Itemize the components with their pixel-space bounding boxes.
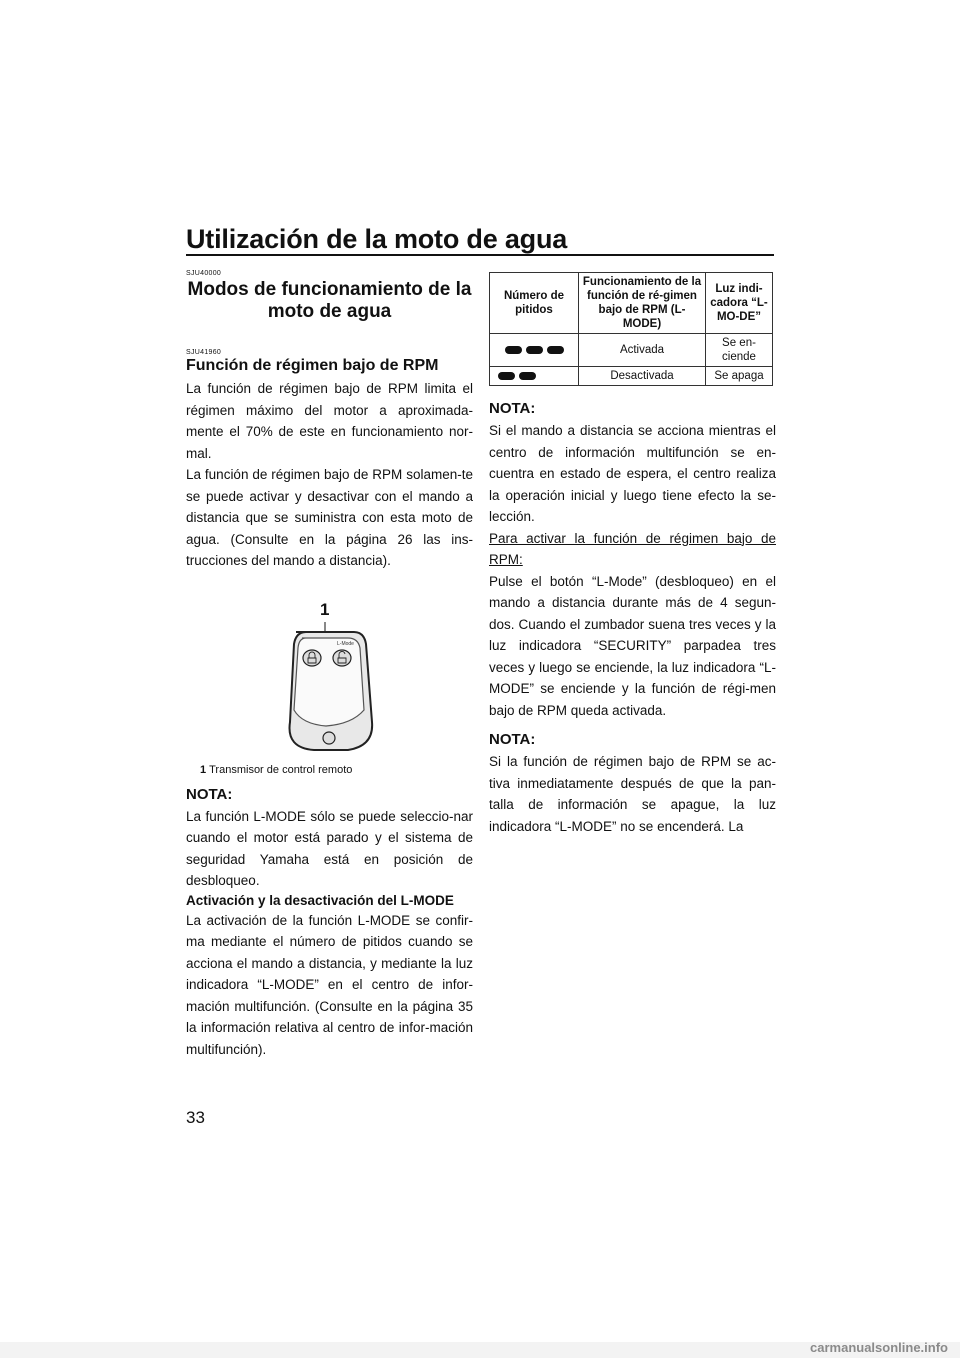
watermark-url: carmanualsonline.info	[810, 1340, 948, 1355]
beep-icon	[505, 346, 522, 354]
section-code: SJU40000	[186, 270, 222, 277]
light-cell: Se apaga	[706, 367, 773, 386]
paragraph-intro: La función de régimen bajo de RPM limita el régimen máximo del motor a aproximada-mente el 70% de este en funcionamiento nor-mal.	[186, 381, 473, 461]
paragraph-remote: La función de régimen bajo de RPM solamen-te se puede activar y desactivar con el mando a distancia que se suministra con esta moto de agua. (Consulte en la página 26 las ins-trucciones del mando a distancia).	[186, 467, 473, 568]
activation-instructions-heading: Para activar la función de régimen bajo de RPM:	[489, 530, 776, 567]
function-cell: Desactivada	[579, 367, 706, 386]
nota-text: La función L-MODE sólo se puede seleccio-nar cuando el motor está parado y el sistema de seguridad Yamaha está en posición de desbloqueo.	[186, 808, 473, 888]
remote-label: L-Mode	[337, 640, 354, 647]
nota-label: NOTA:	[489, 400, 536, 417]
beep-icon	[547, 346, 564, 354]
nota-text: Si el mando a distancia se acciona mientras el centro de información multifunción se en-cuentra en estado de espera, el centro realiza la operación inicial y luego tiene efecto la se-lección.	[489, 423, 776, 524]
page-number: 33	[186, 1108, 205, 1127]
beeps-table	[489, 272, 773, 386]
header-function: Funcionamiento de la función de ré-gimen bajo de RPM (L-MODE)	[579, 273, 706, 334]
caption-text: Transmisor de control remoto	[209, 763, 353, 776]
beep-icon	[498, 372, 515, 380]
figure-callout: 1	[320, 599, 330, 619]
nota-text: Si la función de régimen bajo de RPM se ac-tiva inmediatamente después de que la pan-talla de información se apague, la luz indicadora “L-MODE” no se encenderá. La	[489, 754, 776, 834]
beep-pattern-3	[490, 334, 579, 367]
light-cell: Se en-ciende	[706, 334, 773, 367]
table-row	[490, 334, 773, 367]
subsection-heading: Función de régimen bajo de RPM	[186, 357, 439, 374]
beep-icon	[519, 372, 536, 380]
remote-transmitter-illustration	[186, 594, 473, 762]
paragraph-activation: La activación de la función L-MODE se confir-ma mediante el número de pitidos cuando se acciona el mando a distancia, y mediante la luz indicadora “L-MODE” en el centro de infor-mación multifunción. (Consulte en la página 35 la información relativa al centro de infor-mación multifunción).	[186, 912, 473, 1057]
activation-heading: Activación y la desactivación del L-MODE	[186, 892, 454, 908]
left-column	[186, 270, 473, 1060]
remote-figure	[186, 594, 473, 762]
nota-label: NOTA:	[489, 731, 536, 748]
title-rule	[186, 254, 774, 256]
header-light: Luz indi-cadora “L-MO-DE”	[706, 273, 773, 334]
right-column	[489, 272, 776, 837]
subsection-code: SJU41960	[186, 349, 222, 356]
paragraph-activate: Pulse el botón “L-Mode” (desbloqueo) en el mando a distancia durante más de 4 segun-dos. Cuando el zumbador suena tres veces y la luz indicadora “SECURITY” parpadea tres veces y luego se enciende, la luz indicadora “L-MODE” se enciende y la función de régi-men bajo de RPM queda activada.	[489, 573, 776, 718]
table-header-row	[490, 273, 773, 334]
beep-icon	[526, 346, 543, 354]
header-beeps: Número de pitidos	[490, 273, 579, 334]
function-cell: Activada	[579, 334, 706, 367]
section-heading: Modos de funcionamiento de la moto de agua	[187, 279, 472, 322]
nota-label: NOTA:	[186, 785, 233, 803]
table-row	[490, 367, 773, 386]
beep-pattern-2	[490, 367, 579, 386]
caption-number: 1	[200, 763, 207, 776]
page-title: Utilización de la moto de agua	[186, 224, 568, 254]
keyring-hole-icon	[323, 732, 335, 744]
figure-caption	[200, 764, 473, 776]
